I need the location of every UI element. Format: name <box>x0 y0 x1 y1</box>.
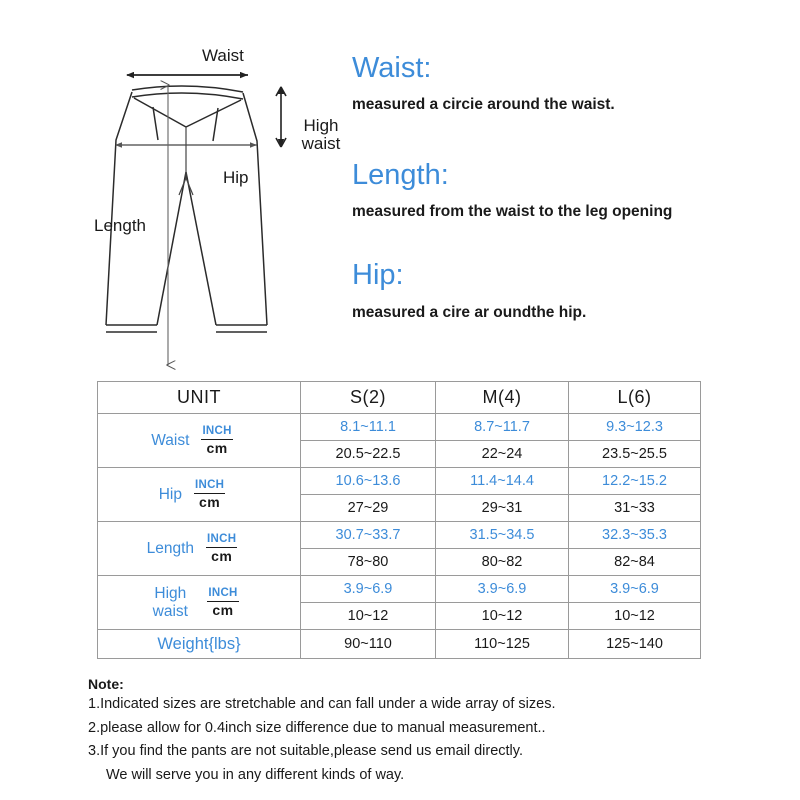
cell-waist-cm-l: 23.5~25.5 <box>569 441 701 468</box>
cell-length-cm-l: 82~84 <box>569 549 701 576</box>
cell-high-waist-inch-l: 3.9~6.9 <box>569 576 701 603</box>
definition-description-length: measured from the waist to the leg opening <box>352 203 673 221</box>
cell-length-cm-s: 78~80 <box>301 549 436 576</box>
cell-hip-inch-m: 11.4~14.4 <box>436 468 569 495</box>
measurement-definitions <box>352 52 752 350</box>
row-label-waist-text: Waist <box>151 431 190 449</box>
diagram-label-high-waist: High waist <box>301 116 341 154</box>
table-header-size-s: S(2) <box>301 382 436 414</box>
cell-waist-inch-m: 8.7~11.7 <box>436 414 569 441</box>
cell-weight-m: 110~125 <box>436 630 569 659</box>
unit-fraction-inch-cm <box>201 426 232 455</box>
note-line-1: 1.Indicated sizes are stretchable and can fall under a wide array of sizes. <box>88 696 556 712</box>
definition-term-hip: Hip: <box>352 259 404 292</box>
cell-hip-cm-m: 29~31 <box>436 495 569 522</box>
unit-cm-label: cm <box>199 493 221 510</box>
row-label-length <box>98 522 301 576</box>
table-row-hip-inch <box>98 468 701 495</box>
diagram-label-waist: Waist <box>202 46 244 65</box>
unit-cm-label: cm <box>212 601 234 618</box>
table-header-size-l: L(6) <box>569 382 701 414</box>
cell-waist-inch-l: 9.3~12.3 <box>569 414 701 441</box>
size-chart-table <box>97 381 701 659</box>
cell-length-inch-s: 30.7~33.7 <box>301 522 436 549</box>
cell-hip-inch-s: 10.6~13.6 <box>301 468 436 495</box>
row-label-high-waist <box>98 576 301 630</box>
row-label-weight: Weight{lbs} <box>98 630 301 659</box>
definition-waist <box>352 52 752 115</box>
row-label-high-waist-text: High waist <box>152 585 188 620</box>
table-header-size-m: M(4) <box>436 382 569 414</box>
cell-length-cm-m: 80~82 <box>436 549 569 576</box>
table-row-length-inch <box>98 522 701 549</box>
pants-illustration <box>85 35 355 380</box>
cell-length-inch-l: 32.3~35.3 <box>569 522 701 549</box>
cell-waist-inch-s: 8.1~11.1 <box>301 414 436 441</box>
unit-cm-label: cm <box>211 547 233 564</box>
unit-fraction-inch-cm <box>206 534 237 563</box>
unit-inch-label: INCH <box>207 588 238 602</box>
cell-hip-cm-s: 27~29 <box>301 495 436 522</box>
table-row-weight <box>98 630 701 659</box>
table-row-waist-inch <box>98 414 701 441</box>
definition-description-hip: measured a cire ar oundthe hip. <box>352 303 587 321</box>
table-header-unit: UNIT <box>98 382 301 414</box>
cell-high-waist-cm-m: 10~12 <box>436 603 569 630</box>
definition-term-length: Length: <box>352 158 449 191</box>
unit-fraction-inch-cm <box>194 480 225 509</box>
row-label-length-text: Length <box>146 539 195 557</box>
cell-high-waist-cm-s: 10~12 <box>301 603 436 630</box>
cell-high-waist-inch-s: 3.9~6.9 <box>301 576 436 603</box>
unit-inch-label: INCH <box>194 480 225 494</box>
note-line-2: 2.please allow for 0.4inch size difference due to manual measurement.. <box>88 719 546 736</box>
cell-hip-cm-l: 31~33 <box>569 495 701 522</box>
cell-weight-l: 125~140 <box>569 630 701 659</box>
unit-inch-label: INCH <box>206 534 237 548</box>
definition-hip <box>352 259 752 322</box>
cell-high-waist-cm-l: 10~12 <box>569 603 701 630</box>
unit-fraction-inch-cm <box>207 588 238 617</box>
note-line-4: We will serve you in any different kinds of way. <box>106 766 405 783</box>
cell-high-waist-inch-m: 3.9~6.9 <box>436 576 569 603</box>
cell-weight-s: 90~110 <box>301 630 436 659</box>
table-row-high-waist-inch <box>98 576 701 603</box>
row-label-hip <box>98 468 301 522</box>
unit-cm-label: cm <box>206 439 228 456</box>
note-line-3: 3.If you find the pants are not suitable,please send us email directly. <box>88 743 523 760</box>
cell-waist-cm-m: 22~24 <box>436 441 569 468</box>
cell-waist-cm-s: 20.5~22.5 <box>301 441 436 468</box>
pants-outline <box>106 86 267 332</box>
notes-title: Note: <box>88 676 124 692</box>
cell-length-inch-m: 31.5~34.5 <box>436 522 569 549</box>
row-label-waist <box>98 414 301 468</box>
table-header-row <box>98 382 701 414</box>
diagram-label-hip: Hip <box>223 168 249 187</box>
definition-description-waist: measured a circie around the waist. <box>352 96 615 114</box>
cell-hip-inch-l: 12.2~15.2 <box>569 468 701 495</box>
row-label-hip-text: Hip <box>158 485 182 503</box>
notes-section <box>88 676 728 789</box>
definition-length <box>352 159 752 222</box>
definition-term-waist: Waist: <box>352 52 432 84</box>
pants-measurement-diagram <box>85 35 355 380</box>
unit-inch-label: INCH <box>201 426 232 440</box>
diagram-label-length: Length <box>94 216 146 235</box>
high-waist-measure-arrow <box>276 87 286 147</box>
